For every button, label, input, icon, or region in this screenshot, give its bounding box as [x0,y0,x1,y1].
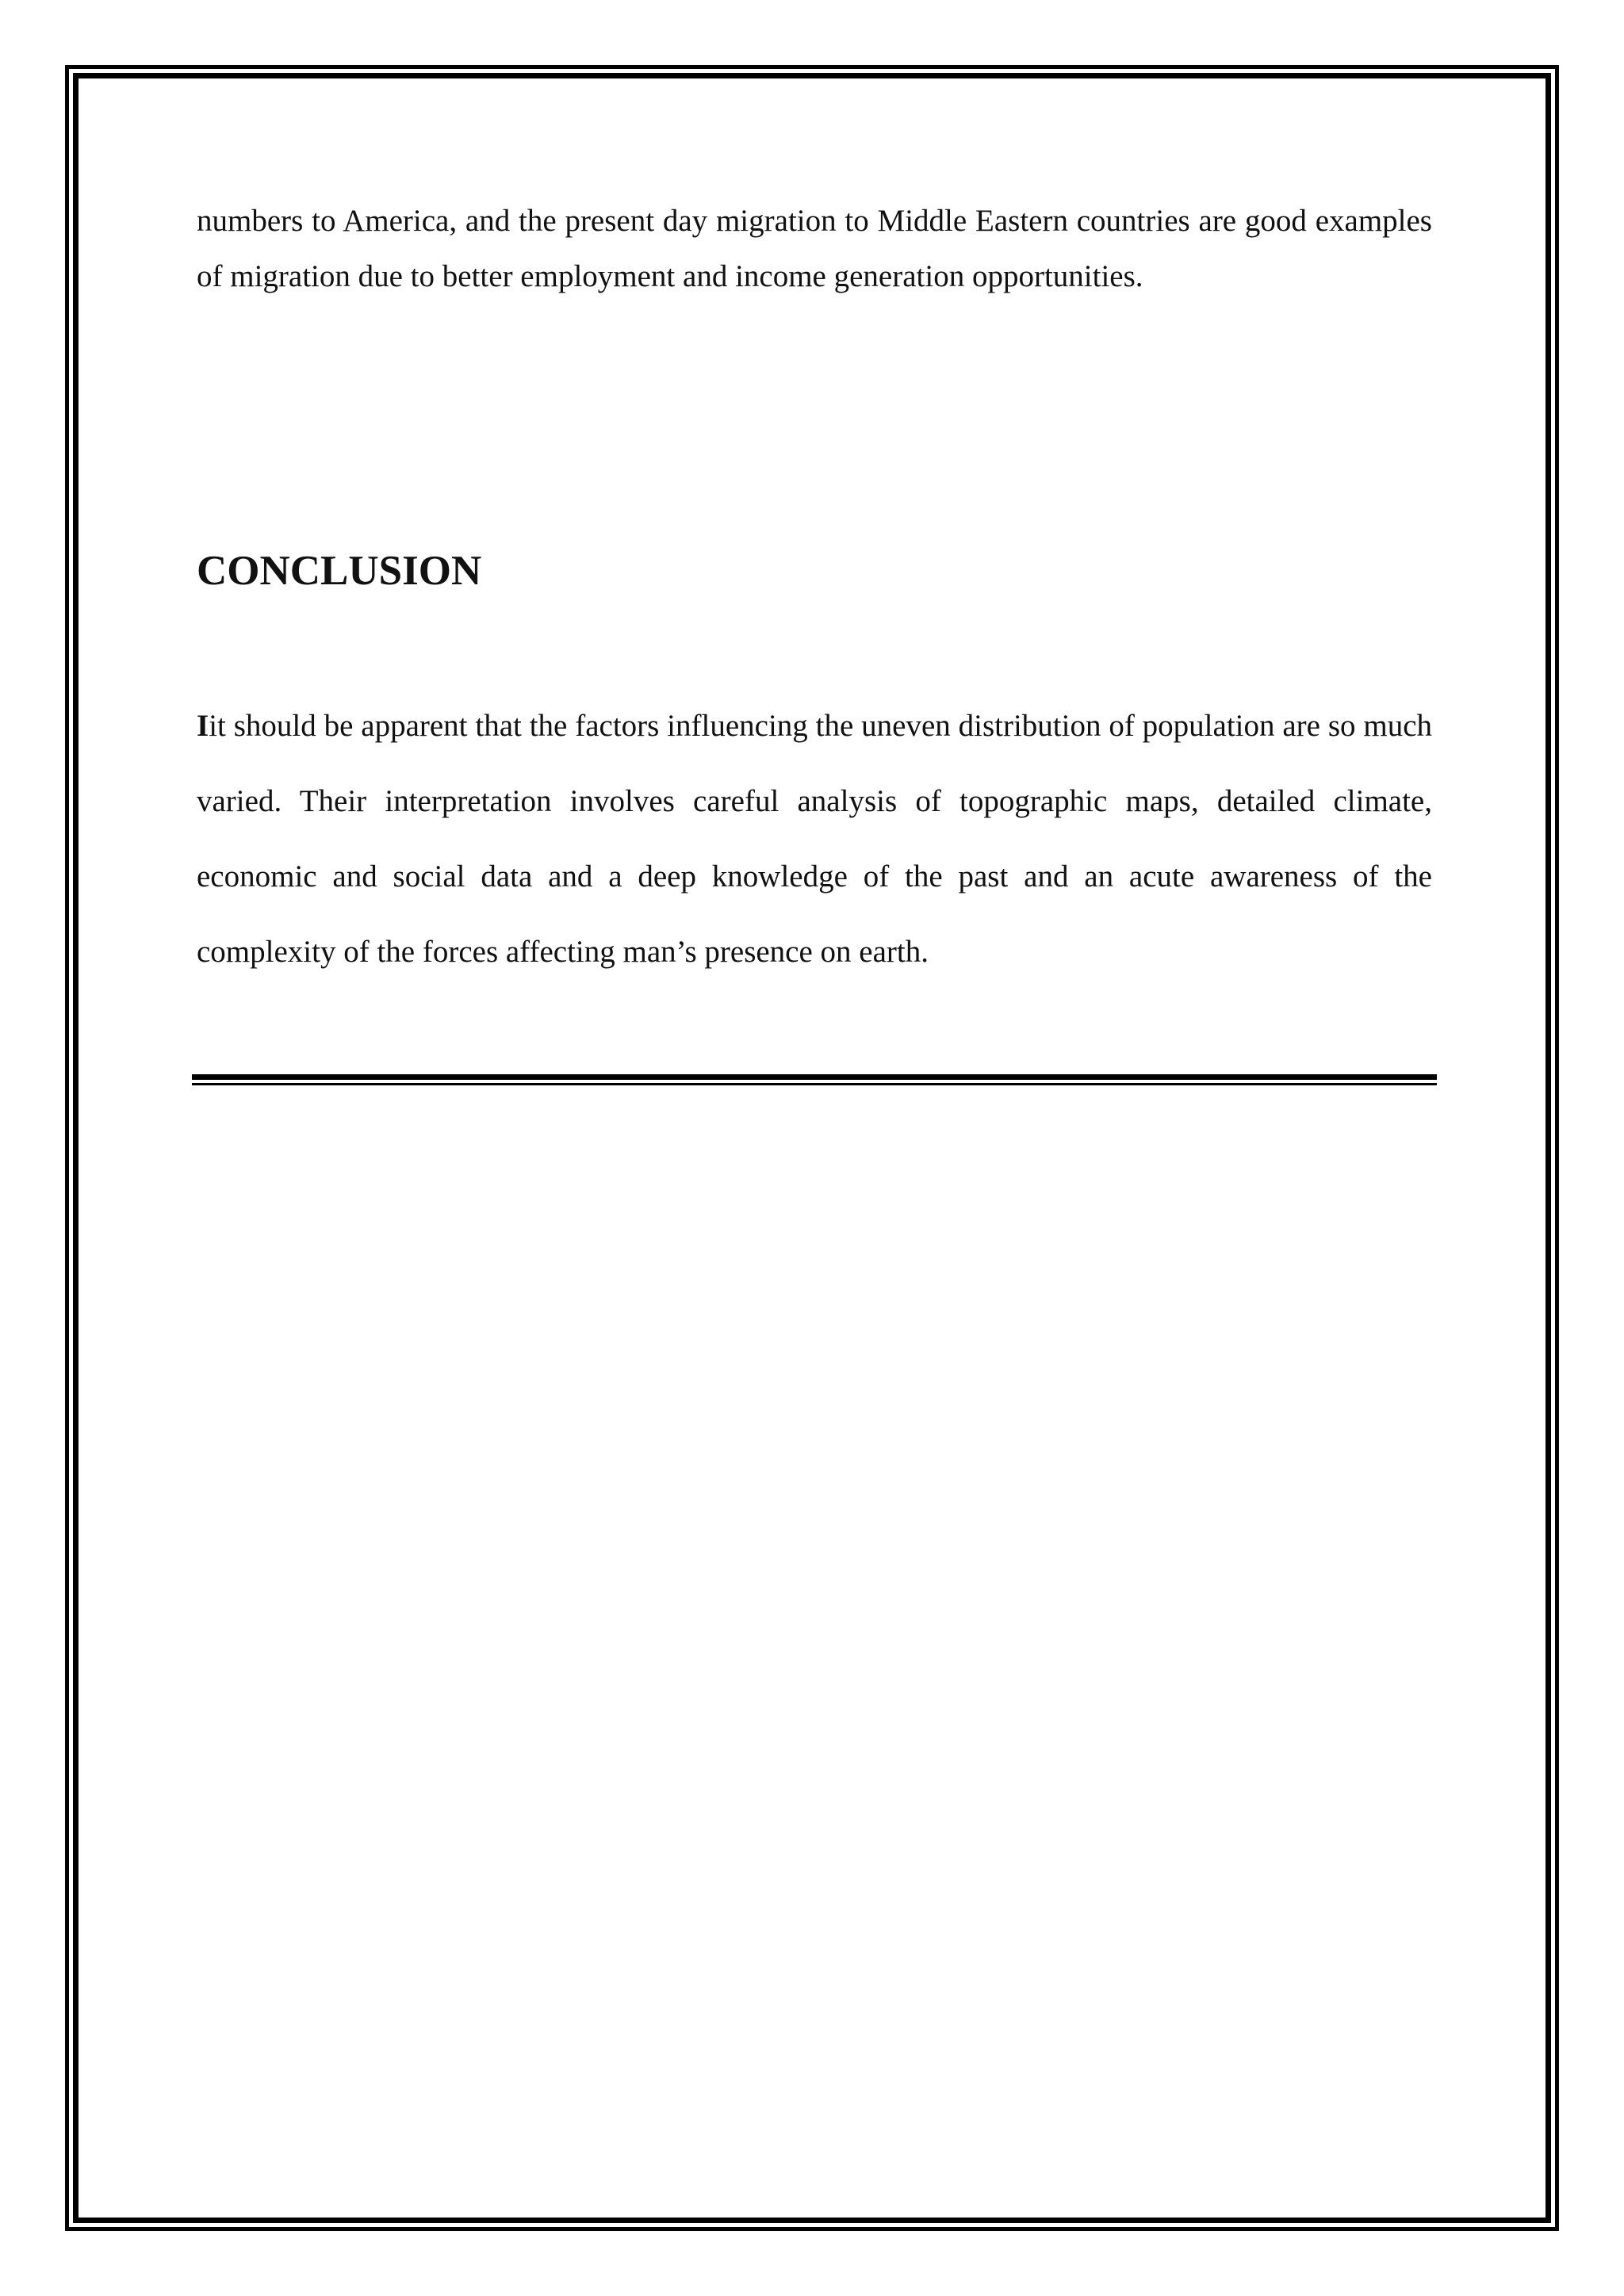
conclusion-dropcap: I [197,709,209,743]
conclusion-paragraph-text: it should be apparent that the factors influencing the uneven distribution of population are so much varied. Their interpretation involves careful analysis of topographic maps, detailed climate, economic and social data and a deep knowledge of the past and an acute awareness of the complexity of the forces affecting man’s presence on earth. [197,709,1432,969]
page-border-inner [73,73,1551,2223]
section-divider-thick [192,1074,1437,1080]
conclusion-heading: CONCLUSION [197,548,482,594]
intro-paragraph: numbers to America, and the present day migration to Middle Eastern countries are good examples of migration due to better employment and income generation opportunities. [197,204,1432,293]
conclusion-paragraph [197,688,1432,989]
section-divider-thin [192,1083,1437,1085]
